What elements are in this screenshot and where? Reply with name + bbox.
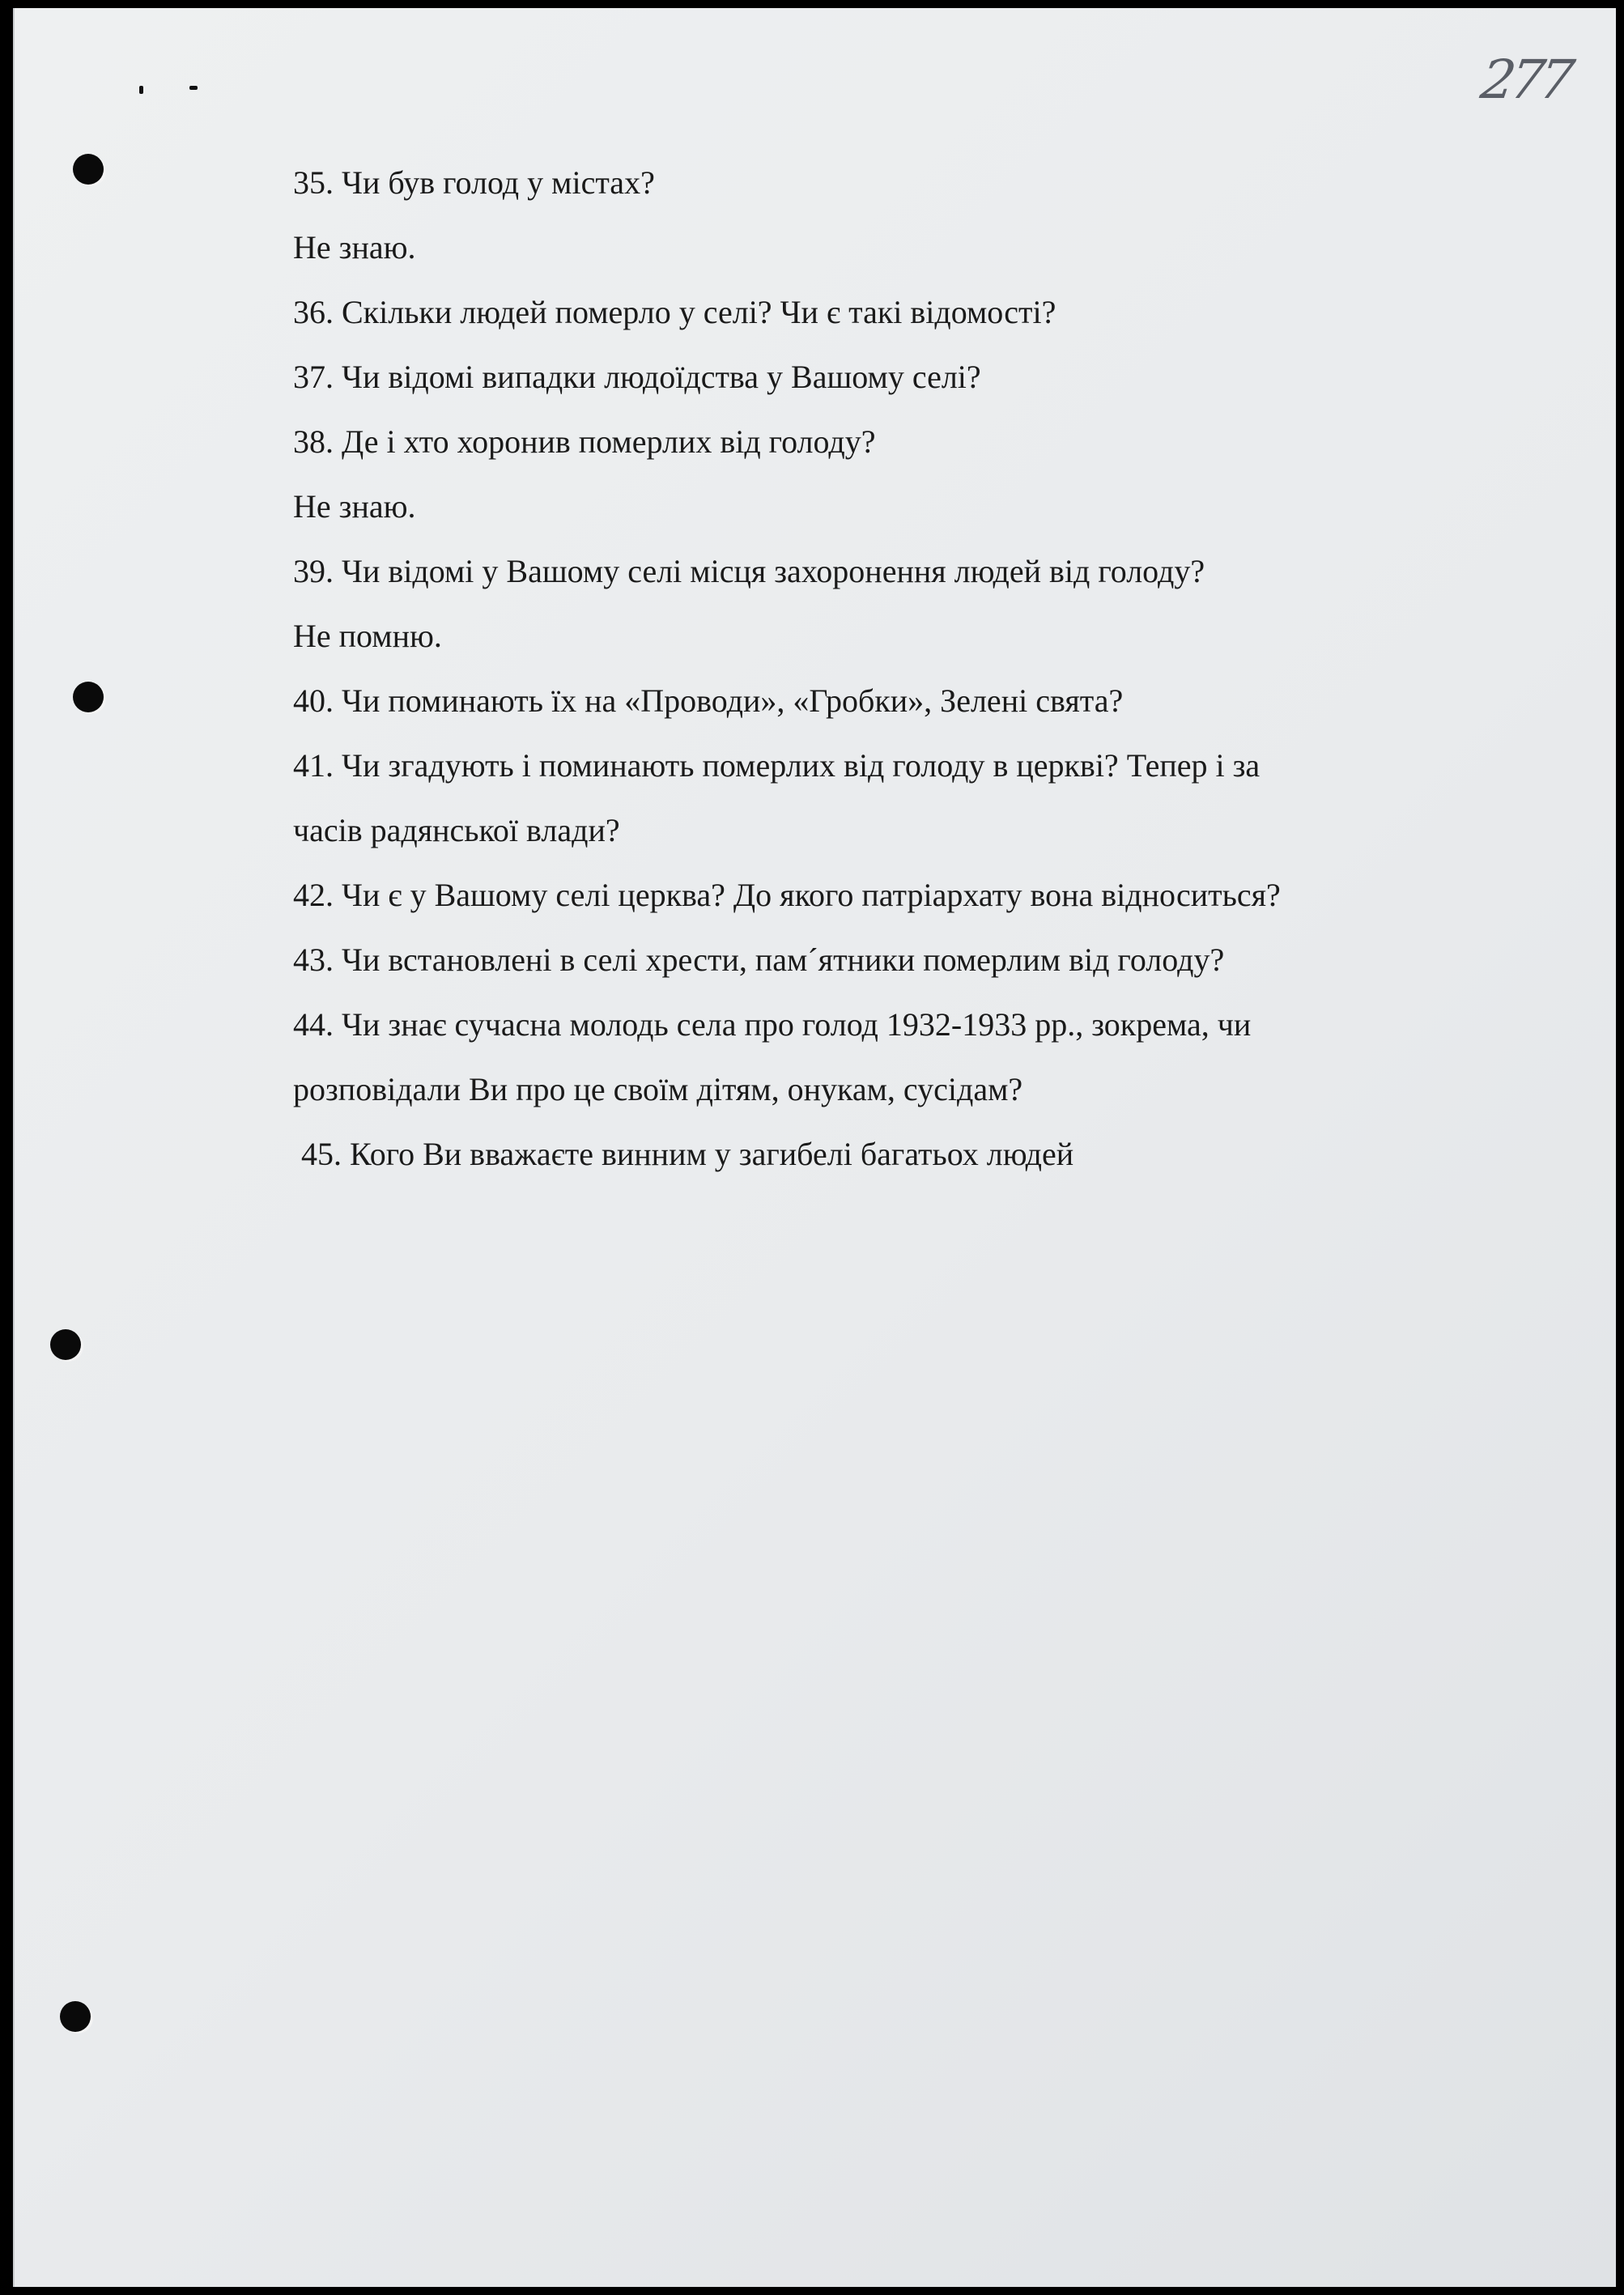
punch-hole: [73, 682, 104, 712]
question-39: 39. Чи відомі у Вашому селі місця захоронення людей від голоду?: [293, 553, 1205, 589]
punch-hole: [50, 1329, 81, 1360]
question-40: 40. Чи поминають їх на «Проводи», «Гробки», Зелені свята?: [293, 682, 1124, 719]
question-43: 43. Чи встановлені в селі хрести, пам´ятники померлим від голоду?: [293, 941, 1225, 978]
question-44-cont: розповідали Ви про це своїм дітям, онукам, сусідам?: [293, 1071, 1023, 1107]
question-41-cont: часів радянської влади?: [293, 812, 620, 848]
question-35: 35. Чи був голод у містах?: [293, 164, 655, 201]
question-41: 41. Чи згадують і поминають померлих від голоду в церкві? Тепер і за: [293, 747, 1261, 784]
question-45: 45. Кого Ви вважаєте винним у загибелі багатьох людей: [293, 1136, 1074, 1172]
question-36: 36. Скільки людей померло у селі? Чи є такі відомості?: [293, 294, 1056, 330]
punch-hole: [60, 2001, 91, 2032]
answer-35: Не знаю.: [293, 229, 416, 266]
ink-mark: [189, 86, 198, 90]
document-page: [13, 8, 1616, 2287]
answer-39: Не помню.: [293, 618, 442, 654]
ink-mark: [139, 86, 143, 94]
question-38: 38. Де і хто хоронив померлих від голоду?: [293, 423, 876, 460]
question-44: 44. Чи знає сучасна молодь села про голод 1932-1933 рр., зокрема, чи: [293, 1006, 1252, 1043]
handwritten-page-number: 277: [1477, 49, 1574, 111]
question-37: 37. Чи відомі випадки людоїдства у Вашому селі?: [293, 359, 981, 395]
answer-38: Не знаю.: [293, 488, 416, 525]
question-42: 42. Чи є у Вашому селі церква? До якого патріархату вона відноситься?: [293, 877, 1281, 913]
punch-hole: [73, 154, 104, 185]
